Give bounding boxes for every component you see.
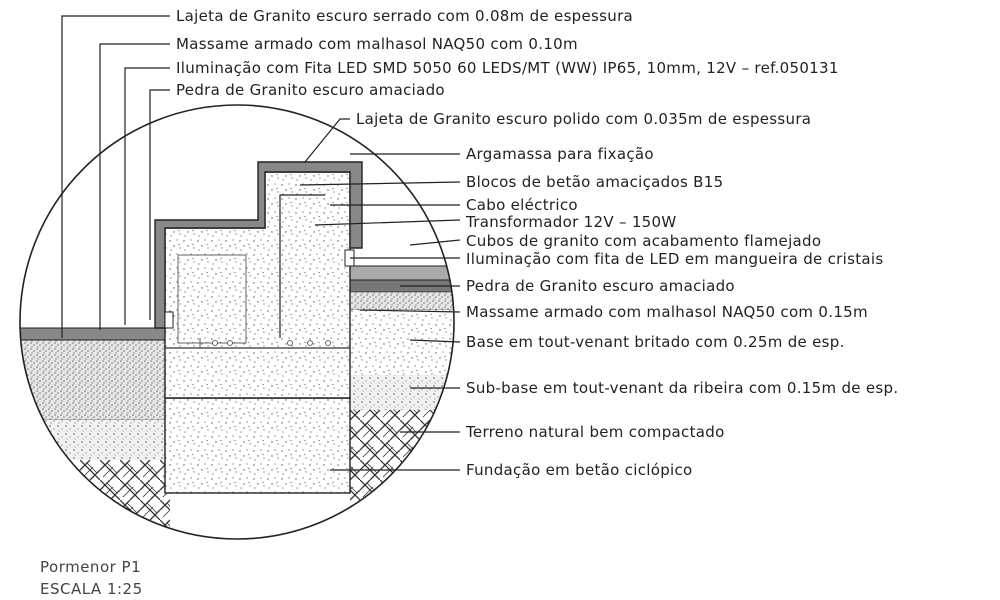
label-right-7: Pedra de Granito escuro amaciado: [466, 277, 735, 295]
label-right-4: Transformador 12V – 150W: [466, 213, 677, 231]
section-detail: [20, 100, 460, 570]
label-right-6: Iluminação com fita de LED em mangueira de cristais: [466, 250, 884, 268]
label-right-1: Argamassa para fixação: [466, 145, 654, 163]
label-right-10: Sub-base em tout-venant da ribeira com 0.15m de esp.: [466, 379, 899, 397]
label-right-11: Terreno natural bem compactado: [466, 423, 725, 441]
label-top-3: Pedra de Granito escuro amaciado: [176, 81, 445, 99]
caption-title: Pormenor P1: [40, 558, 142, 576]
label-right-3: Cabo eléctrico: [466, 196, 578, 214]
label-right-0: Lajeta de Granito escuro polido com 0.035m de espessura: [356, 110, 812, 128]
label-right-2: Blocos de betão amaciçados B15: [466, 173, 724, 191]
label-right-5: Cubos de granito com acabamento flamejado: [466, 232, 822, 250]
label-right-8: Massame armado com malhasol NAQ50 com 0.15m: [466, 303, 868, 321]
label-top-2: Iluminação com Fita LED SMD 5050 60 LEDS/MT (WW) IP65, 10mm, 12V – ref.050131: [176, 59, 839, 77]
label-right-12: Fundação em betão ciclópico: [466, 461, 693, 479]
label-top-1: Massame armado com malhasol NAQ50 com 0.10m: [176, 35, 578, 53]
label-top-0: Lajeta de Granito escuro serrado com 0.08m de espessura: [176, 7, 634, 25]
caption-scale: ESCALA 1:25: [40, 580, 143, 598]
label-right-9: Base em tout-venant britado com 0.25m de esp.: [466, 333, 845, 351]
